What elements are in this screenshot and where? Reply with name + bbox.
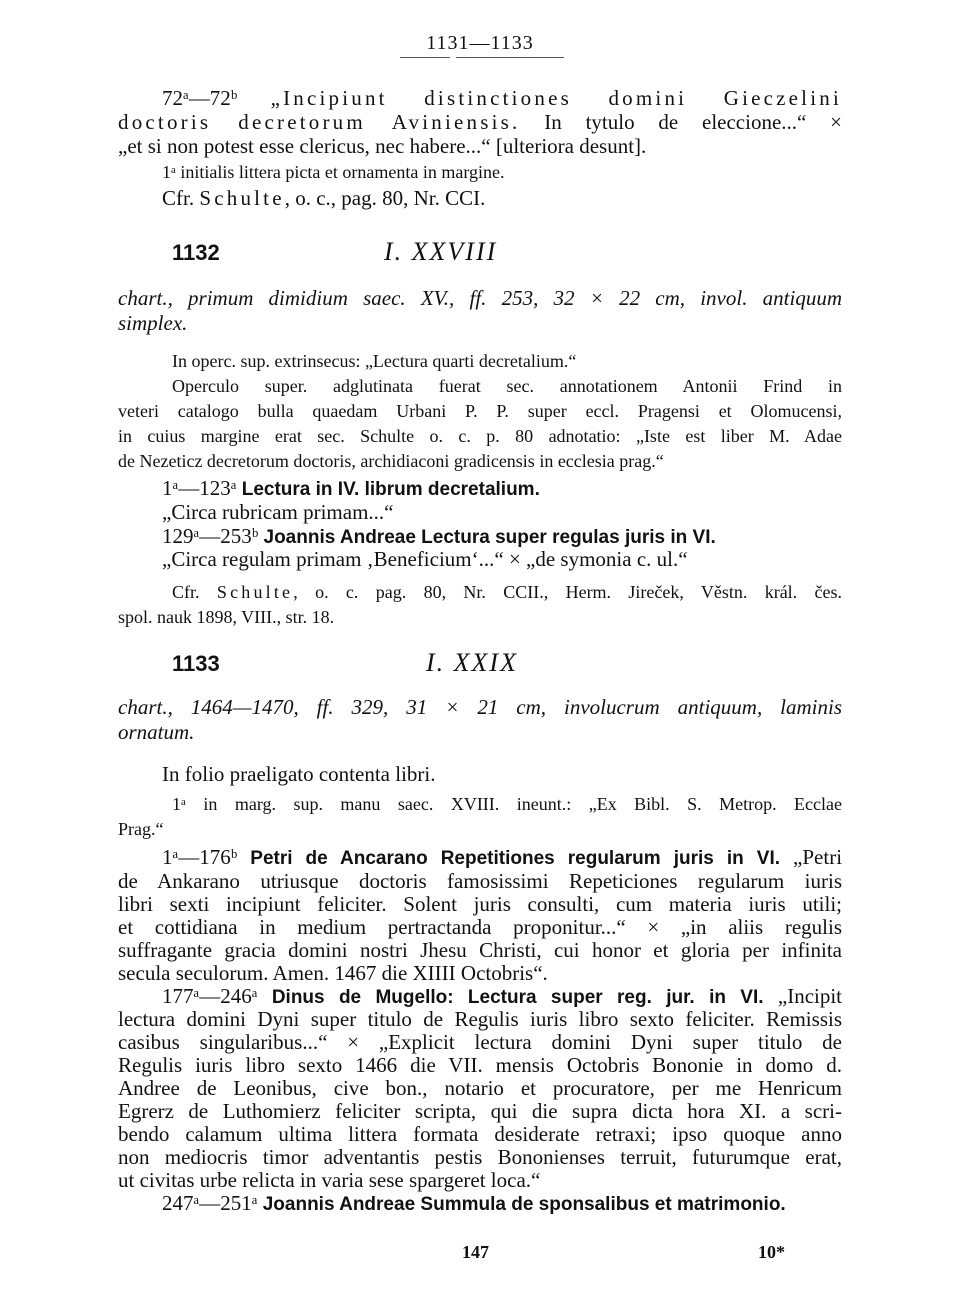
entry-1131-line-3: „et si non potest esse clericus, nec habere...“ [ulteriora desunt]. [118,134,647,158]
entry-1133-note: In folio praeligato contenta libri. [162,762,436,786]
incipit-text: doctoris decretorum Aviniensis. [118,110,521,134]
folio-range: 177ᵃ—246ᵃ [162,984,258,1008]
shelfmark: I. XXVIII [384,237,498,266]
entry-1132-cfr: Cfr. Schulte, o. c. pag. 80, Nr. CCII., Herm. Jireček, Věstn. král. čes. [172,582,842,602]
signature-mark: 10* [758,1242,785,1262]
entry-1132-note: in cuius margine erat sec. Schulte o. c. p. 80 adnotatio: „Iste est liber M. Adae [118,426,842,446]
entry-1132-note: In operc. sup. extrinsecus: „Lectura quarti decretalium.“ [172,351,577,371]
work-title: Petri de Ancarano Repetitiones regularum juris in VI. [250,848,781,869]
entry-1132-description: simplex. [118,311,188,335]
entry-1132-note: de Nezeticz decretorum doctoris, archidiaconi gradicensis in ecclesia prag.“ [118,451,664,471]
catalog-page [118,0,842,1296]
content-text: secula seculorum. Amen. 1467 die XIIII Octobris“. [118,961,548,985]
content-item [162,1191,842,1217]
content-text: casibus singularibus...“ × „Explicit lectura domini Dyni super titulo de [118,1030,842,1054]
entry-1132-description: chart., primum dimidium saec. XV., ff. 253, 32 × 22 cm, invol. antiquum [118,286,842,310]
entry-1131-line-1 [162,86,842,110]
content-text: libri sexti incipiunt feliciter. Solent juris consulti, cum materia iuris utili; [118,892,842,916]
running-head: 1131—1133 [426,32,534,54]
entry-1132-note: veteri catalogo bulla quaedam Urbani P. P. super eccl. Pragensi et Olomucensi, [118,401,842,421]
shelfmark: I. XXIX [426,648,518,677]
incipit-text: „Incipiunt distinctiones domini Gieczelini [270,86,842,110]
entry-1133-description: chart., 1464—1470, ff. 329, 31 × 21 cm, involucrum antiquum, laminis [118,695,842,719]
author-name: Schulte [199,186,285,210]
content-item: 177ᵃ—246ᵃ Dinus de Mugello: Lectura super reg. jur. in VI. „Incipit [162,984,843,1008]
entry-1133-description: ornatum. [118,720,195,744]
incipit-line: „Circa rubricam primam...“ [162,500,394,524]
entry-1131-line-2 [118,110,842,134]
folio-range: 72ᵃ—72ᵇ [162,86,238,110]
content-text: suffragante gracia domini nostri Jhesu Christi, cui honor et gloria per infinita [118,938,842,962]
content-text: Egrerz de Luthomierz feliciter scripta, qui die supra dicta hora XI. a scri- [118,1099,842,1123]
entry-1132-cfr: spol. nauk 1898, VIII., str. 18. [118,607,335,627]
content-text: Regulis iuris libro sexto 1466 die VII. mensis Octobris Bononie in domo d. [118,1053,842,1077]
folio-range: 129ᵃ—253ᵇ [162,524,259,548]
content-text: non mediocris timor adventantis pestis Bononienses terruit, futurumque erat, [118,1145,842,1169]
folio-range: 1ᵃ—176ᵇ [162,845,238,869]
content-item: 1ᵃ—176ᵇ Petri de Ancarano Repetitiones regularum juris in VI. „Petri [162,845,843,869]
author-name: Schulte [216,582,294,602]
running-head-rule [456,57,564,58]
running-head-rule [400,57,450,58]
entry-1133-note: Prag.“ [118,819,164,839]
content-text: ut civitas urbe relicta in varia sese spargeret loca.“ [118,1168,541,1192]
incipit-text: In tytulo de eleccione...“ × [544,110,842,134]
page-number: 147 [462,1242,489,1262]
incipit-line: „Circa regulam primam ‚Beneficium‘...“ × „de symonia c. ul.“ [162,547,688,571]
content-text: de Ankarano utriusque doctoris famosissimi Repeticiones regularum iuris [118,869,842,893]
entry-number: 1133 [172,651,220,676]
entry-1131-note: 1ᵃ initialis littera picta et ornamenta in margine. [162,162,505,182]
content-item [162,476,842,502]
entry-1131-cfr: Cfr. Schulte, o. c., pag. 80, Nr. CCI. [162,186,486,210]
content-text: et cottidiana in medium pertractanda proponitur...“ × „in aliis regulis [118,915,842,939]
work-title: Joannis Andreae Lectura super regulas juris in VI. [263,527,716,548]
content-text: Andree de Leonibus, cive bon., notario et procuratore, per me Henricum [118,1076,842,1100]
folio-range: 247ᵃ—251ᵃ [162,1191,258,1215]
work-title: Dinus de Mugello: Lectura super reg. jur. in VI. [271,987,764,1008]
content-text: lectura domini Dyni super titulo de Regulis iuris libro sexto feliciter. Remissis [118,1007,842,1031]
content-text: bendo calamum ultima littera formata desiderate retraxi; ipso quoque anno [118,1122,842,1146]
entry-number: 1132 [172,240,220,265]
work-title: Lectura in IV. librum decretalium. [241,479,540,500]
entry-1133-note: 1ᵃ in marg. sup. manu saec. XVIII. ineunt.: „Ex Bibl. S. Metrop. Ecclae [172,794,842,814]
folio-range: 1ᵃ—123ᵃ [162,476,237,500]
work-title: Joannis Andreae Summula de sponsalibus et matrimonio. [262,1194,786,1215]
entry-1132-note: Operculo super. adglutinata fuerat sec. annotationem Antonii Frind in [172,376,842,396]
